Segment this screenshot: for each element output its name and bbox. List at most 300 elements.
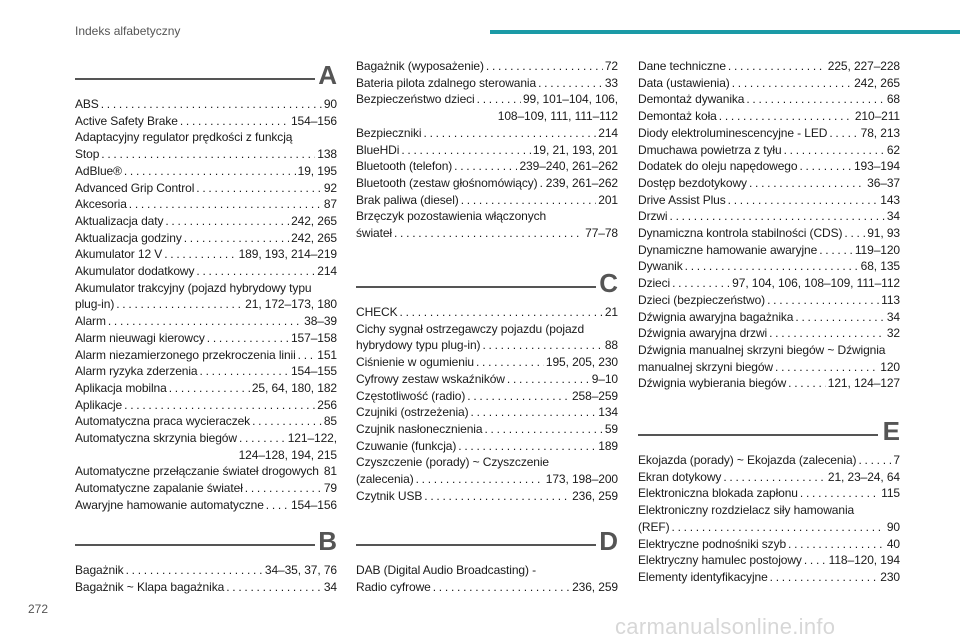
dot-leader: [169, 380, 250, 397]
entry-name: Elektryczny hamulec postojowy: [638, 553, 802, 568]
entry-row: [75, 562, 337, 579]
entry-pages: 21, 172–173, 180: [245, 297, 337, 312]
header-title: Indeks alfabetyczny: [75, 24, 181, 38]
index-entry: [638, 125, 900, 142]
entry-row: [356, 579, 618, 596]
index-entry: [75, 480, 337, 497]
entry-name: Demontaż koła: [638, 109, 717, 124]
entry-row: [638, 325, 900, 342]
index-entry: [638, 292, 900, 309]
entry-row: [638, 519, 900, 536]
entry-name: Czytnik USB: [356, 488, 423, 503]
index-entry: [75, 96, 337, 113]
entry-pages: 242, 265: [854, 75, 900, 90]
entry-name: Elementy identyfikacyjne: [638, 569, 768, 584]
entry-pages: 113: [881, 292, 900, 307]
entry-row: [356, 125, 618, 142]
dot-leader: [719, 108, 853, 125]
entry-row: [638, 375, 900, 392]
index-entry: [638, 58, 900, 75]
entry-pages: 62: [886, 142, 900, 157]
entry-row: [356, 371, 618, 388]
index-entry: [75, 129, 337, 162]
index-section-c: [356, 268, 618, 504]
entry-name: AdBlue®: [75, 163, 122, 178]
entry-row: [638, 108, 900, 125]
entry-pages: 121–122,: [287, 431, 337, 446]
dot-leader: [507, 371, 590, 388]
entry-name: Bagażnik: [75, 563, 124, 577]
entry-name: Ekran dotykowy: [638, 469, 722, 484]
index-entry: [75, 113, 337, 130]
entry-row: [638, 192, 900, 209]
index-entry: [638, 91, 900, 108]
entry-pages: 59: [604, 421, 618, 436]
entry-pages: 34: [323, 579, 337, 594]
entry-name: Bezpieczniki: [356, 125, 422, 140]
entry-name: Cyfrowy zestaw wskaźników: [356, 371, 505, 386]
index-entry: [356, 158, 618, 175]
entry-row: [638, 485, 900, 502]
entry-row: [75, 330, 337, 347]
entry-pages: 68: [886, 92, 900, 107]
dot-leader: [416, 471, 544, 488]
entry-row: [638, 125, 900, 142]
entry-row: [638, 175, 900, 192]
section-letter: B: [318, 526, 337, 556]
dot-leader: [540, 175, 544, 192]
dot-leader: [101, 96, 322, 113]
dot-leader: [467, 388, 570, 405]
entry-name: Dodatek do oleju napędowego: [638, 159, 798, 174]
dot-leader: [723, 469, 826, 486]
index-entry: [75, 330, 337, 347]
index-entry: [356, 304, 618, 321]
index-entry: [75, 497, 337, 514]
entry-pages: 34: [886, 309, 900, 324]
index-entry: [75, 213, 337, 230]
dot-leader: [424, 125, 597, 142]
entry-row: [638, 242, 900, 259]
dot-leader: [226, 579, 322, 596]
entry-pages: 91, 93: [867, 226, 900, 241]
entry-row: [638, 258, 900, 275]
entry-pages: 157–158: [290, 330, 337, 345]
entry-name: Bluetooth (zestaw głośnomówiący): [356, 175, 538, 190]
dot-leader: [180, 113, 289, 130]
entry-row: [75, 146, 337, 163]
entry-pages: 118–120, 194: [828, 553, 900, 568]
entry-row: [75, 463, 337, 480]
index-entry: [356, 388, 618, 405]
entry-name-line: DAB (Digital Audio Broadcasting) -: [356, 563, 537, 577]
entry-pages: 143: [880, 192, 900, 207]
entry-name: Drive Assist Plus: [638, 192, 726, 207]
entry-pages: 21: [604, 305, 618, 319]
entry-name: (zalecenia): [356, 472, 414, 487]
entry-row: [75, 263, 337, 280]
section-divider: [356, 286, 596, 288]
dot-leader: [433, 579, 570, 596]
entry-pages: 151: [317, 347, 337, 362]
entry-pages: 25, 64, 180, 182: [251, 380, 337, 395]
index-entry: [638, 158, 900, 175]
entry-name: Aplikacja mobilna: [75, 380, 167, 395]
section-heading: [75, 60, 337, 96]
entry-pages: 154–155: [290, 364, 337, 379]
section-heading: [638, 416, 900, 452]
index-entry: [638, 192, 900, 209]
dot-leader: [732, 75, 852, 92]
entry-name: manualnej skrzyni biegów: [638, 359, 774, 374]
index-entry: [75, 579, 337, 596]
entry-name: Radio cyfrowe: [356, 579, 431, 594]
entry-row: [356, 388, 618, 405]
index-entry: [638, 375, 900, 392]
index-section-d: [356, 526, 618, 595]
entry-name: Bagażnik (wyposażenie): [356, 59, 484, 73]
section-letter: E: [882, 416, 900, 446]
entry-name: Dmuchawa powietrza z tyłu: [638, 142, 782, 157]
entry-name: Active Safety Brake: [75, 113, 178, 128]
entry-name: Alarm: [75, 314, 106, 329]
index-entry: [638, 208, 900, 225]
index-section-b: [75, 526, 337, 595]
entry-name: Częstotliwość (radio): [356, 388, 466, 403]
section-heading: [356, 526, 618, 562]
entry-name: ABS: [75, 97, 99, 111]
entry-pages: 236, 259: [572, 579, 618, 594]
dot-leader: [471, 404, 597, 421]
entry-pages: 121, 124–127: [827, 376, 900, 391]
entry-row: [75, 96, 337, 113]
index-entry: [638, 142, 900, 159]
entry-row: [638, 225, 900, 242]
entry-row: [75, 430, 337, 447]
entry-pages: 214: [598, 125, 618, 140]
entry-name-line: Dźwignia manualnej skrzyni biegów ~ Dźwignia: [638, 342, 886, 357]
dot-leader: [321, 463, 322, 480]
dot-leader: [670, 208, 885, 225]
dot-leader: [196, 180, 322, 197]
entry-pages: 21, 23–24, 64: [827, 469, 900, 484]
dot-leader: [196, 263, 315, 280]
entry-pages: 214: [317, 264, 337, 279]
dot-leader: [819, 242, 853, 259]
dot-leader: [458, 438, 596, 455]
entry-pages: 90: [323, 97, 337, 111]
entry-pages: 120: [880, 359, 900, 374]
entry-pages: 138: [317, 147, 337, 162]
entry-name: Dane techniczne: [638, 59, 726, 73]
entry-pages: 88: [604, 338, 618, 353]
index-entry: [638, 242, 900, 259]
entry-name: Automatyczne zapalanie świateł: [75, 481, 243, 496]
entry-pages: 173, 198–200: [545, 472, 618, 487]
entry-name: hybrydowy typu plug-in): [356, 338, 481, 353]
entry-pages: 189: [598, 438, 618, 453]
dot-leader: [477, 91, 521, 108]
index-section-continued: [356, 58, 618, 242]
index-entry: [638, 552, 900, 569]
index-entry: [356, 438, 618, 455]
entry-row: [638, 75, 900, 92]
entry-name: Diody elektroluminescencyjne - LED: [638, 125, 828, 140]
entry-row: [356, 192, 618, 209]
entry-name: Aktualizacja daty: [75, 213, 164, 228]
index-entry: [356, 354, 618, 371]
index-entry: [356, 175, 618, 192]
entry-row: [356, 471, 618, 488]
entry-row: [638, 158, 900, 175]
entry-name: Brak paliwa (diesel): [356, 192, 459, 207]
dot-leader: [207, 330, 289, 347]
entry-row: [75, 296, 337, 313]
entry-row: [75, 363, 337, 380]
entry-pages: 97, 104, 106, 108–109, 111–112: [732, 276, 900, 291]
index-entry: [356, 421, 618, 438]
entry-pages: 19, 195: [297, 163, 337, 178]
entry-row: [75, 180, 337, 197]
entry-row: [638, 536, 900, 553]
entry-row: [638, 309, 900, 326]
entry-row: [75, 579, 337, 596]
dot-leader: [476, 354, 544, 371]
entry-row: [75, 347, 337, 364]
entry-pages: 195, 205, 230: [545, 355, 618, 370]
entry-row: [638, 569, 900, 586]
entry-name: Czujniki (ostrzeżenia): [356, 405, 469, 420]
section-divider: [638, 434, 878, 436]
entry-name-line: Akumulator trakcyjny (pojazd hybrydowy typu: [75, 280, 312, 295]
index-entry: [75, 463, 337, 480]
entry-row: [356, 175, 618, 192]
header-accent-bar: [490, 30, 960, 34]
entry-name: Aplikacje: [75, 397, 123, 412]
entry-row: [75, 497, 337, 514]
entry-pages: 19, 21, 193, 201: [532, 142, 618, 157]
dot-leader: [245, 480, 322, 497]
index-entry: [638, 342, 900, 375]
entry-row: [638, 275, 900, 292]
entry-row: [638, 469, 900, 486]
dot-leader: [804, 552, 827, 569]
entry-pages-continued: 124–128, 194, 215: [238, 447, 337, 462]
index-entry: [638, 469, 900, 486]
index-entry: [75, 263, 337, 280]
entry-row: [75, 163, 337, 180]
dot-leader: [252, 413, 322, 430]
entry-pages: 242, 265: [291, 230, 337, 245]
index-entry: [356, 488, 618, 505]
entry-name: Dostęp bezdotykowy: [638, 175, 747, 190]
entry-pages: 256: [317, 397, 337, 412]
entry-name: Bateria pilota zdalnego sterowania: [356, 75, 537, 90]
index-entry: [356, 562, 618, 595]
entry-row: [356, 142, 618, 159]
page-number: 272: [28, 602, 49, 616]
index-entry: [638, 536, 900, 553]
entry-row: [75, 413, 337, 430]
index-entry: [75, 347, 337, 364]
dot-leader: [400, 304, 603, 321]
index-entry: [638, 225, 900, 242]
dot-leader: [200, 363, 289, 380]
entry-name: Bezpieczeństwo dzieci: [356, 92, 475, 107]
entry-name: Alarm nieuwagi kierowcy: [75, 330, 205, 345]
entry-pages: 154–156: [290, 497, 337, 512]
entry-row: [75, 397, 337, 414]
dot-leader: [775, 359, 878, 376]
entry-name: Bagażnik ~ Klapa bagażnika: [75, 579, 225, 594]
entry-row: [638, 452, 900, 469]
entry-pages: 40: [886, 536, 900, 551]
entry-name: plug-in): [75, 297, 115, 312]
entry-pages: 119–120: [854, 242, 900, 257]
entry-row: [356, 488, 618, 505]
dot-leader: [728, 192, 879, 209]
entry-name: Aktualizacja godziny: [75, 230, 182, 245]
index-entry: [638, 108, 900, 125]
entry-pages: 210–211: [854, 109, 900, 124]
entry-pages: 193–194: [853, 159, 900, 174]
entry-row: [356, 158, 618, 175]
entry-pages: 68, 135: [860, 259, 900, 274]
entry-pages: 99, 101–104, 106,: [522, 92, 618, 107]
index-entry: [75, 380, 337, 397]
entry-pages: 230: [880, 569, 900, 584]
entry-pages: 81: [323, 464, 337, 479]
index-entry: [75, 313, 337, 330]
entry-pages: 34: [886, 209, 900, 224]
entry-pages: 239–240, 261–262: [519, 159, 618, 174]
dot-leader: [298, 347, 316, 364]
index-entry: [356, 125, 618, 142]
dot-leader: [784, 142, 885, 159]
dot-leader: [108, 313, 302, 330]
dot-leader: [266, 497, 289, 514]
dot-leader: [788, 375, 826, 392]
entry-name: Dywanik: [638, 259, 683, 274]
section-divider: [75, 544, 315, 546]
entry-pages: 79: [323, 481, 337, 496]
entry-name-line: Cichy sygnał ostrzegawczy pojazdu (pojazd: [356, 321, 585, 336]
index-entry: [638, 452, 900, 469]
index-entry: [638, 569, 900, 586]
dot-leader: [728, 58, 826, 75]
dot-leader: [394, 225, 583, 242]
entry-name: Ciśnienie w ogumieniu: [356, 355, 474, 370]
dot-leader: [484, 421, 602, 438]
index-entry: [75, 562, 337, 579]
entry-pages: 78, 213: [860, 125, 900, 140]
dot-leader: [538, 75, 603, 92]
entry-pages: 189, 193, 214–219: [238, 247, 337, 262]
entry-pages: 34–35, 37, 76: [264, 563, 337, 577]
index-section-e: [638, 416, 900, 586]
section-heading: [356, 268, 618, 304]
index-entry: [75, 246, 337, 263]
index-entry: [356, 91, 618, 124]
entry-name: Czujnik nasłonecznienia: [356, 421, 483, 436]
entry-row: [356, 354, 618, 371]
entry-row: [75, 196, 337, 213]
index-entry: [75, 163, 337, 180]
entry-row: [75, 113, 337, 130]
entry-row: [75, 380, 337, 397]
entry-name: Advanced Grip Control: [75, 180, 195, 195]
entry-pages: 92: [323, 180, 337, 195]
index-entry: [356, 208, 618, 241]
dot-leader: [184, 230, 289, 247]
index-entry: [356, 371, 618, 388]
entry-row: [356, 438, 618, 455]
entry-pages: 33: [604, 75, 618, 90]
entry-name: Dynamiczne hamowanie awaryjne: [638, 242, 818, 257]
index-section-continued: [638, 58, 900, 392]
index-entry: [356, 192, 618, 209]
dot-leader: [844, 225, 865, 242]
dot-leader: [749, 175, 865, 192]
entry-pages: 239, 261–262: [545, 175, 618, 190]
dot-leader: [799, 158, 852, 175]
index-entry: [638, 309, 900, 326]
index-entry: [638, 275, 900, 292]
entry-name: Dźwignia awaryjna bagażnika: [638, 309, 794, 324]
entry-row: [638, 359, 900, 376]
entry-row: [638, 91, 900, 108]
section-divider: [356, 544, 596, 546]
entry-row: [638, 208, 900, 225]
entry-name: Alarm niezamierzonego przekroczenia linii: [75, 347, 296, 362]
dot-leader: [767, 292, 879, 309]
entry-pages: 9–10: [591, 371, 618, 386]
entry-pages: 201: [598, 192, 618, 207]
section-letter: D: [599, 526, 618, 556]
entry-pages: 85: [323, 414, 337, 429]
index-entry: [75, 180, 337, 197]
entry-name: Drzwi: [638, 209, 668, 224]
entry-pages: 32: [886, 326, 900, 341]
entry-name-line: Czyszczenie (porady) ~ Czyszczenie: [356, 455, 550, 470]
dot-leader: [116, 296, 243, 313]
entry-name-line: Adaptacyjny regulator prędkości z funkcją: [75, 130, 293, 145]
dot-leader: [164, 246, 236, 263]
dot-leader: [800, 485, 879, 502]
dot-leader: [165, 213, 289, 230]
index-entry: [75, 430, 337, 463]
entry-name: Akcesoria: [75, 197, 127, 212]
entry-pages: 72: [604, 59, 618, 73]
entry-row: [356, 91, 618, 108]
entry-name: Automatyczna skrzynia biegów: [75, 431, 237, 446]
section-letter: A: [318, 60, 337, 90]
entry-name-line: Elektroniczny rozdzielacz siły hamowania: [638, 503, 855, 518]
entry-name: Czuwanie (funkcja): [356, 438, 457, 453]
index-entry: [356, 58, 618, 75]
dot-leader: [424, 488, 570, 505]
index-entry: [75, 196, 337, 213]
dot-leader: [239, 430, 286, 447]
dot-leader: [486, 58, 603, 75]
entry-name: Dzieci (bezpieczeństwo): [638, 292, 766, 307]
entry-name: Dzieci: [638, 276, 671, 291]
section-divider: [75, 78, 315, 80]
index-entry: [638, 485, 900, 502]
entry-name: Data (ustawienia): [638, 75, 730, 90]
entry-row: [356, 421, 618, 438]
entry-name: Dynamiczna kontrola stabilności (CDS): [638, 226, 843, 241]
